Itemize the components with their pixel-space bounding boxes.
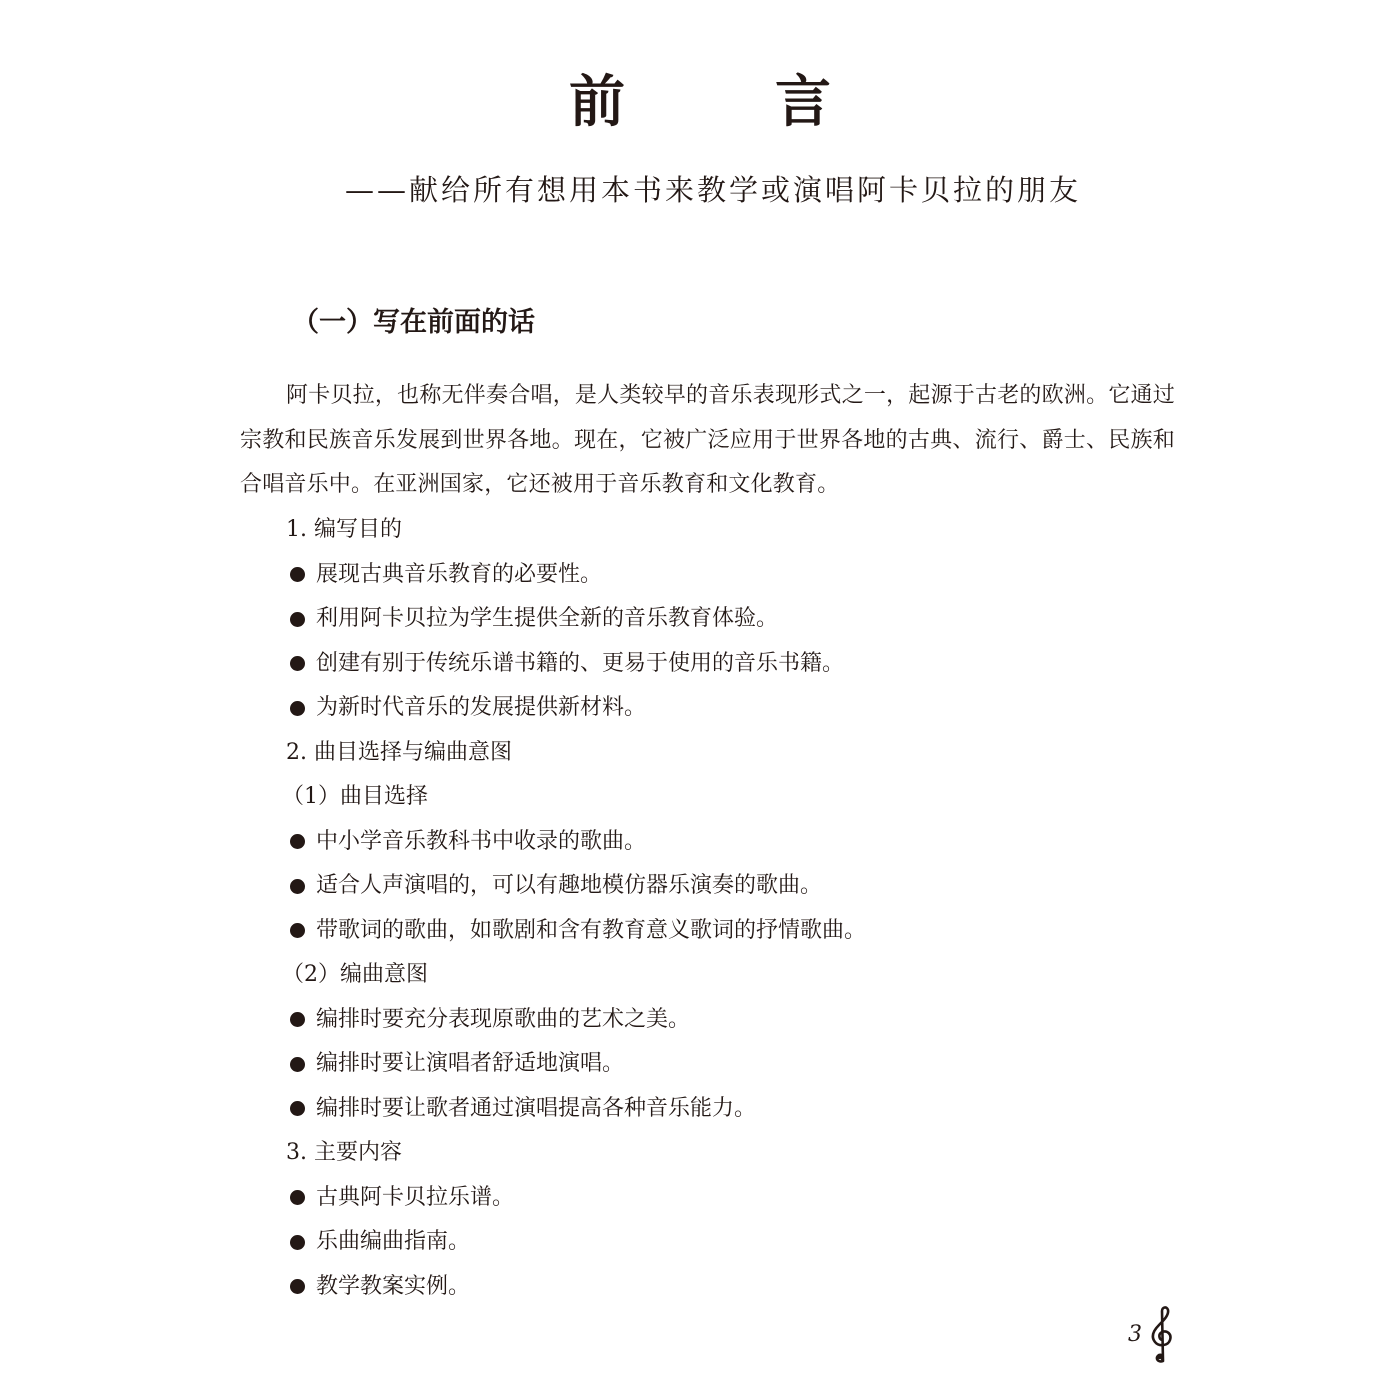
content-list — [282, 508, 1186, 1309]
list-heading — [286, 508, 1186, 553]
list-item-text: 编排时要让歌者通过演唱提高各种音乐能力。 — [316, 1095, 757, 1121]
bullet-icon — [290, 834, 305, 849]
list-item-text: 展现古典音乐教育的必要性。 — [316, 561, 603, 587]
list-item-text: 乐曲编曲指南。 — [316, 1229, 471, 1254]
page-subtitle: ——献给所有想用本书来教学或演唱阿卡贝拉的朋友 — [345, 173, 1082, 207]
list-subheading-text: （1）曲目选择 — [282, 784, 428, 809]
page-title — [0, 68, 1400, 138]
bullet-icon — [290, 1190, 305, 1205]
list-heading-text: 1. 编写目的 — [286, 517, 402, 542]
list-item — [286, 1220, 1186, 1265]
list-item — [286, 998, 1186, 1043]
list-heading — [286, 731, 1186, 776]
list-subheading — [282, 775, 1186, 820]
page-title-char-2: 言 — [775, 70, 831, 135]
list-item-text: 为新时代音乐的发展提供新材料。 — [316, 695, 647, 720]
list-item-text: 带歌词的歌曲，如歌剧和含有教育意义歌词的抒情歌曲。 — [316, 917, 867, 943]
bullet-icon — [290, 656, 305, 671]
list-item-text: 编排时要让演唱者舒适地演唱。 — [316, 1051, 625, 1076]
list-item — [286, 597, 1186, 642]
list-item — [286, 864, 1186, 909]
page-number: 3 — [1128, 1322, 1142, 1347]
list-item — [286, 686, 1186, 731]
list-item — [286, 553, 1186, 598]
bullet-icon — [290, 1235, 305, 1250]
list-item — [286, 642, 1186, 687]
list-item — [286, 1087, 1186, 1132]
list-item-text: 适合人声演唱的，可以有趣地模仿器乐演奏的歌曲。 — [316, 873, 823, 898]
bullet-icon — [290, 1057, 305, 1072]
list-subheading — [282, 953, 1186, 998]
bullet-icon — [290, 612, 305, 627]
section-heading: （一）写在前面的话 — [292, 307, 535, 338]
bullet-icon — [290, 701, 305, 716]
list-item — [286, 820, 1186, 865]
list-item-text: 中小学音乐教科书中收录的歌曲。 — [316, 828, 647, 854]
list-heading — [286, 1131, 1186, 1176]
bullet-icon — [290, 1012, 305, 1027]
list-heading-text: 3. 主要内容 — [286, 1140, 402, 1165]
list-item — [286, 1176, 1186, 1221]
list-heading-text: 2. 曲目选择与编曲意图 — [286, 739, 512, 765]
treble-clef-icon — [1148, 1305, 1176, 1365]
bullet-icon — [290, 923, 305, 938]
list-item — [286, 909, 1186, 954]
list-item — [286, 1042, 1186, 1087]
list-item-text: 教学教案实例。 — [316, 1273, 471, 1299]
intro-paragraph: 阿卡贝拉，也称无伴奏合唱，是人类较早的音乐表现形式之一，起源于古老的欧洲。它通过宗教和民族音乐发展到世界各地。现在，它被广泛应用于世界各地的古典、流行、爵士、民族和合唱音乐中。在亚洲国家，它还被用于音乐教育和文化教育。 — [240, 383, 1175, 497]
list-item-text: 创建有别于传统乐谱书籍的、更易于使用的音乐书籍。 — [316, 650, 845, 676]
bullet-icon — [290, 1101, 305, 1116]
list-item — [286, 1265, 1186, 1310]
list-item-text: 编排时要充分表现原歌曲的艺术之美。 — [316, 1006, 691, 1032]
list-subheading-text: （2）编曲意图 — [282, 962, 428, 987]
bullet-icon — [290, 879, 305, 894]
list-item-text: 古典阿卡贝拉乐谱。 — [316, 1184, 515, 1210]
list-item-text: 利用阿卡贝拉为学生提供全新的音乐教育体验。 — [316, 606, 779, 631]
bullet-icon — [290, 1279, 305, 1294]
bullet-icon — [290, 567, 305, 582]
page-title-char-1: 前 — [569, 70, 625, 135]
